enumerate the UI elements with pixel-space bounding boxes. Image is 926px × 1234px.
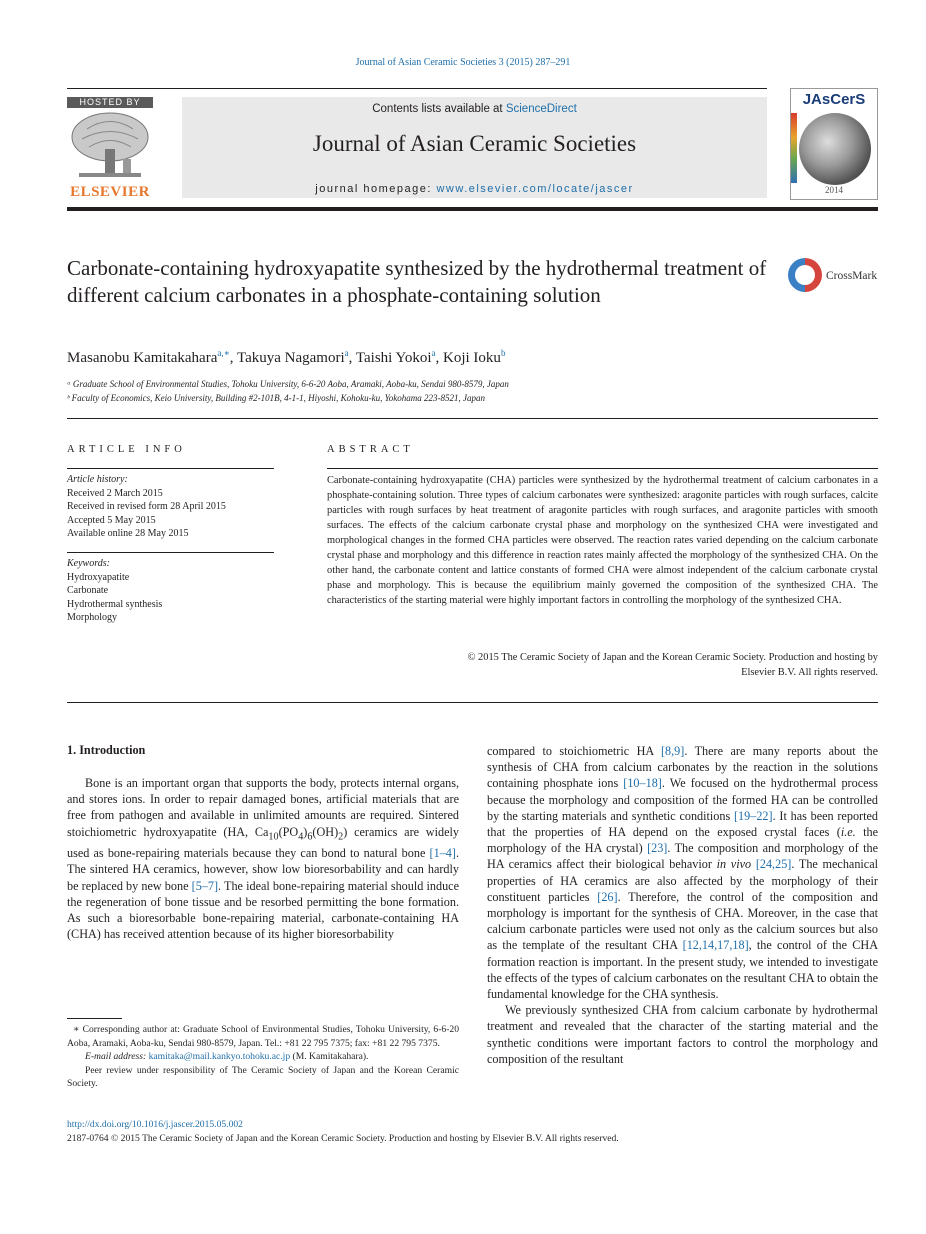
keyword: Carbonate <box>67 585 109 596</box>
elsevier-tree-icon <box>67 109 153 185</box>
citation-link[interactable]: [8,9] <box>660 744 685 758</box>
cover-stripe <box>791 113 797 183</box>
citation-link[interactable]: [5–7] <box>191 878 219 893</box>
author-name: Taishi Yokoi <box>355 350 432 366</box>
crossmark-icon <box>788 258 822 292</box>
journal-title: Journal of Asian Ceramic Societies <box>312 131 637 156</box>
received-date: Received 2 March 2015 <box>67 487 163 499</box>
accepted-date: Accepted 5 May 2015 <box>67 514 156 526</box>
contents-prefix: Contents lists available at <box>372 103 506 115</box>
journal-reference[interactable]: Journal of Asian Ceramic Societies 3 (2015) 287–291 <box>355 57 571 68</box>
footnotes <box>67 1023 459 1091</box>
affiliation-b: ᵇ Faculty of Economics, Keio University, Building #2-101B, 4-1-1, Hiyoshi, Kohoku-ku, Yokohama 223-8521, Japan <box>67 393 486 403</box>
journal-cover-thumbnail[interactable] <box>790 88 878 200</box>
article-title: Carbonate-containing hydroxyapatite synthesized by the hydrothermal treatment of different calcium carbonates in a phosphate-containing solution <box>67 256 767 307</box>
keyword: Morphology <box>67 612 117 623</box>
citation-link[interactable]: [12,14,17,18] <box>682 938 749 953</box>
revised-date: Received in revised form 28 April 2015 <box>67 501 226 512</box>
peer-review-note: Peer review under responsibility of The Ceramic Society of Japan and the Korean Ceramic Society. <box>67 1064 459 1089</box>
author-affiliation-marker[interactable]: a <box>431 348 436 358</box>
author-affiliation-marker[interactable]: a <box>344 348 349 358</box>
top-rule <box>67 88 767 89</box>
contents-line <box>182 103 767 115</box>
citation-link[interactable]: [23] <box>647 841 668 856</box>
abstract-copyright <box>327 650 878 680</box>
author-affiliation-marker[interactable]: b <box>500 348 506 358</box>
citation-link[interactable]: [19–22] <box>734 808 773 823</box>
citation-link[interactable]: [1–4] <box>429 846 456 861</box>
paragraph: Bone is an important organ that supports the body, protects internal organs, and stores ions. In order to repair damaged bones, artificial materials that are free from pathogen and available in unlimited amounts are required. Sintered stoichiometric hydroxyapatite (HA, $Ca_{10}(PO_4)_6(OH)_2$) ceramics are widely used as bone-repairing materials because they can bond to natural bone [1–4]. The sintered HA ceramics, however, show low bioresorbability and can hardly be replaced by new bone [5–7]. The ideal bone-repairing material should induce the regeneration of bone tissue and be resorbed permitting the bone formation. As such a bioresorbable bone-repairing material, carbonate-containing HA (CHA) has received attention because of its higher bioresorbability <box>67 776 459 942</box>
divider <box>67 552 274 553</box>
section-heading-introduction: 1. Introduction <box>67 743 146 757</box>
keywords <box>67 557 282 625</box>
author-list: Masanobu Kamitakahara$^{a,∗}$, Takuya Nagamori$^a$, Taishi Yokoi$^a$, Koji Ioku$^b$ <box>67 348 506 366</box>
issn-copyright: 2187-0764 © 2015 The Ceramic Society of Japan and the Korean Ceramic Society. Production and hosting by Elsevier B.V. All rights reserved. <box>67 1133 619 1144</box>
keyword: Hydrothermal synthesis <box>67 598 163 610</box>
email-note: E-mail address: kamitaka@mail.kankyo.tohoku.ac.jp (M. Kamitakahara). <box>85 1051 369 1062</box>
paragraph: compared to stoichiometric HA [8,9]. There are many reports about the synthesis of CHA from calcium carbonates by the reaction in the solutions containing phosphate ions [10–18]. We focused on the hydrothermal process because the morphology and composition of the formed HA can be controlled by the starting materials and synthetic conditions [19–22]. It has been reported that the properties of HA depend on the exposed crystal faces (i.e. the morphology of the HA crystal) [23]. The composition and morphology of the HA ceramics affect their biological behavior in vivo [24,25]. The mechanical properties of HA ceramics are also affected by the morphology of their constituent particles [26]. Therefore, the control of the composition and morphology is important for the synthesis of CHA. Moreover, in the case that calcium carbonate particles were used not only as the calcium sources but also as the template of the resultant CHA [12,14,17,18], the control of the CHA formation reaction is important. In the present study, we intended to investigate the effects of the types of calcium carbonates on the resultant CHA to obtain the fundamental knowledge for the CHA synthesis. <box>487 744 879 1002</box>
hosted-by-label: HOSTED BY <box>67 97 153 108</box>
cover-title: JAsCerS <box>802 91 866 108</box>
header-thick-rule <box>67 207 878 211</box>
citation-link[interactable]: [10–18] <box>623 776 662 791</box>
paragraph: We previously synthesized CHA from calcium carbonate by hydrothermal treatment and revealed that the character of the starting material and the synthetic conditions were important factors to control the morphology and composition of the resultant <box>487 1003 878 1066</box>
elsevier-logo[interactable] <box>67 97 153 201</box>
homepage-link[interactable]: www.elsevier.com/locate/jascer <box>436 183 634 195</box>
doi-link[interactable]: http://dx.doi.org/10.1016/j.jascer.2015.05.002 <box>67 1119 243 1130</box>
author-name: Koji Ioku <box>443 350 501 366</box>
email-link[interactable]: kamitaka@mail.kankyo.tohoku.ac.jp <box>148 1051 291 1062</box>
abstract-heading: ABSTRACT <box>327 444 414 455</box>
author-name: Takuya Nagamori <box>236 350 345 366</box>
corresponding-author-note: ∗ Corresponding author at: Graduate School of Environmental Studies, Tohoku University, 6-6-20 Aoba, Aramaki, Aoba-ku, Sendai 980-8579, Japan. Tel.: +81 22 795 7375; fax: +81 22 795 7375. <box>67 1024 459 1049</box>
body-column-left <box>67 775 459 942</box>
keyword: Hydroxyapatite <box>67 571 130 583</box>
homepage-line <box>182 183 767 195</box>
sciencedirect-link[interactable]: ScienceDirect <box>505 103 577 115</box>
abstract-text: Carbonate-containing hydroxyapatite (CHA) particles were synthesized by the hydrothermal treatment of calcium carbonates in a phosphate-containing solution. Three types of calcium carbonates were synthesized: aragonite particles with rough surfaces, calcite particles with rough surfaces by heat treatment of aragonite particles with rough surfaces, and aragonite particles with smooth surfaces. The effects of the calcium carbonate crystal phase and morphology on the synthesized CHA were investigated and morphological changes in the formed CHA particles were observed. The reaction rates varied depending on the calcium carbonate crystal phase and morphology and this difference in reaction rates mainly affected the morphology of the synthesized CHA. On the other hand, the carbonate content and lattice constants of formed CHA were almost independent of the calcium carbonate crystal phase and morphology. This is because the equilibrium mainly governed the composition of the synthesized CHA. The characteristics of the starting material were highly important factors in controlling the morphology of the synthesized CHA. <box>327 475 878 606</box>
body-column-right <box>487 743 878 1067</box>
cover-year: 2014 <box>825 185 843 195</box>
divider <box>67 702 878 703</box>
copyright-line: Elsevier B.V. All rights reserved. <box>741 667 878 678</box>
online-date: Available online 28 May 2015 <box>67 528 189 539</box>
citation-link[interactable]: [24,25] <box>755 857 792 872</box>
cover-image <box>799 113 871 185</box>
footnote-rule <box>67 1018 122 1019</box>
article-info-heading: ARTICLE INFO <box>67 444 186 455</box>
keywords-label: Keywords: <box>67 558 110 569</box>
crossmark-label: CrossMark <box>826 270 878 282</box>
divider <box>327 468 878 469</box>
divider <box>67 468 274 469</box>
homepage-prefix: journal homepage: <box>315 183 437 195</box>
author-affiliation-marker[interactable]: a,∗ <box>217 348 230 358</box>
citation-link[interactable]: [26] <box>597 889 618 904</box>
divider <box>67 418 878 419</box>
affiliation-a: ᵃ Graduate School of Environmental Studies, Tohoku University, 6-6-20 Aoba, Aramaki, Aoba-ku, Sendai 980-8579, Japan <box>67 379 509 389</box>
author-name: Masanobu Kamitakahara <box>67 350 218 366</box>
crossmark-badge[interactable] <box>788 258 883 294</box>
elsevier-wordmark: ELSEVIER <box>70 184 150 200</box>
journal-banner <box>182 97 767 198</box>
history-label: Article history: <box>67 474 128 485</box>
article-history <box>67 473 282 541</box>
copyright-line: © 2015 The Ceramic Society of Japan and the Korean Ceramic Society. Production and hosting by <box>467 652 878 663</box>
